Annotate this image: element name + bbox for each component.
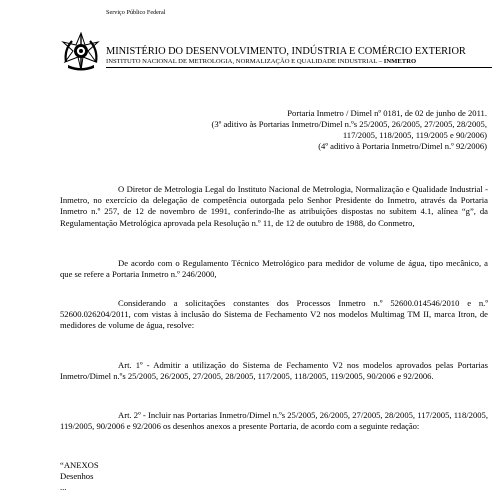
header-rule <box>106 67 492 68</box>
portaria-heading <box>60 108 487 152</box>
paragraph-diretor: O Diretor de Metrologia Legal do Instituto Nacional de Metrologia, Normalização e Qualidade Industrial - Inmetro, no exercício da delegação de competência outorgada pelo Senhor Presidente do Inmetro, através da Portaria Inmetro n.º 257, de 12 de novembro de 1991, conferindo-lhe as atribuições dispostas no subitem 4.1, alínea “g”, da Regulamentação Metrológica aprovada pela Resolução n.º 11, de 12 de outubro de 1988, do Conmetro, <box>60 184 488 228</box>
portaria-line-2: (3º aditivo às Portarias Inmetro/Dimel n.ºs 25/2005, 26/2005, 27/2005, 28/2005, <box>211 119 487 129</box>
portaria-line-1: Portaria Inmetro / Dimel nº 0181, de 02 de junho de 2011. <box>287 108 487 118</box>
anexos-desenhos: Desenhos <box>60 471 94 482</box>
paragraph-considerando: Considerando a solicitações constantes dos Processos Inmetro n.º 52600.014546/2010 e n.º 52600.026204/2011, com vistas à inclusão do Sistema de Fechamento V2 nos modelos Multimag TM II, marca Itron, de medidores de volume de água, resolve: <box>60 298 488 331</box>
anexos-ellipsis: ... <box>60 482 67 493</box>
paragraph-art-1: Art. 1º - Admitir a utilização do Sistema de Fechamento V2 nos modelos aprovados pelas Portarias Inmetro/Dimel n.ºs 25/2005, 26/2005, 27/2005, 28/2005, 117/2005, 118/2005, 119/2005, 90/2006 e 92/2006. <box>60 360 488 382</box>
letterhead <box>60 6 490 66</box>
paragraph-regulamento: De acordo com o Regulamento Técnico Metrológico para medidor de volume de água, tipo mecânico, a que se refere a Portaria Inmetro n.º 246/2000, <box>60 258 488 280</box>
servico-publico-label: Serviço Público Federal <box>106 9 166 16</box>
ministry-name: MINISTÉRIO DO DESENVOLVIMENTO, INDÚSTRIA E COMÉRCIO EXTERIOR <box>106 46 466 57</box>
coat-of-arms-icon <box>60 32 102 72</box>
letterhead-text <box>106 6 496 68</box>
institute-name-prefix: INSTITUTO NACIONAL DE METROLOGIA, NORMALIZAÇÃO E QUALIDADE INDUSTRIAL – <box>106 58 384 65</box>
portaria-line-3: 117/2005, 118/2005, 119/2005 e 90/2006) <box>342 130 487 140</box>
anexos-block <box>60 460 488 494</box>
institute-name <box>106 57 496 66</box>
portaria-line-4: (4º aditivo à Portaria Inmetro/Dimel n.º 92/2006) <box>318 141 487 151</box>
institute-acronym: INMETRO <box>383 58 417 65</box>
anexos-title: “ANEXOS <box>60 460 99 470</box>
paragraph-art-2: Art. 2º - Incluir nas Portarias Inmetro/Dimel n.ºs 25/2005, 26/2005, 27/2005, 28/2005, 117/2005, 118/2005, 119/2005, 90/2006 e 92/2006 os desenhos anexos a presente Portaria, de acordo com a seguinte redação: <box>60 410 488 432</box>
